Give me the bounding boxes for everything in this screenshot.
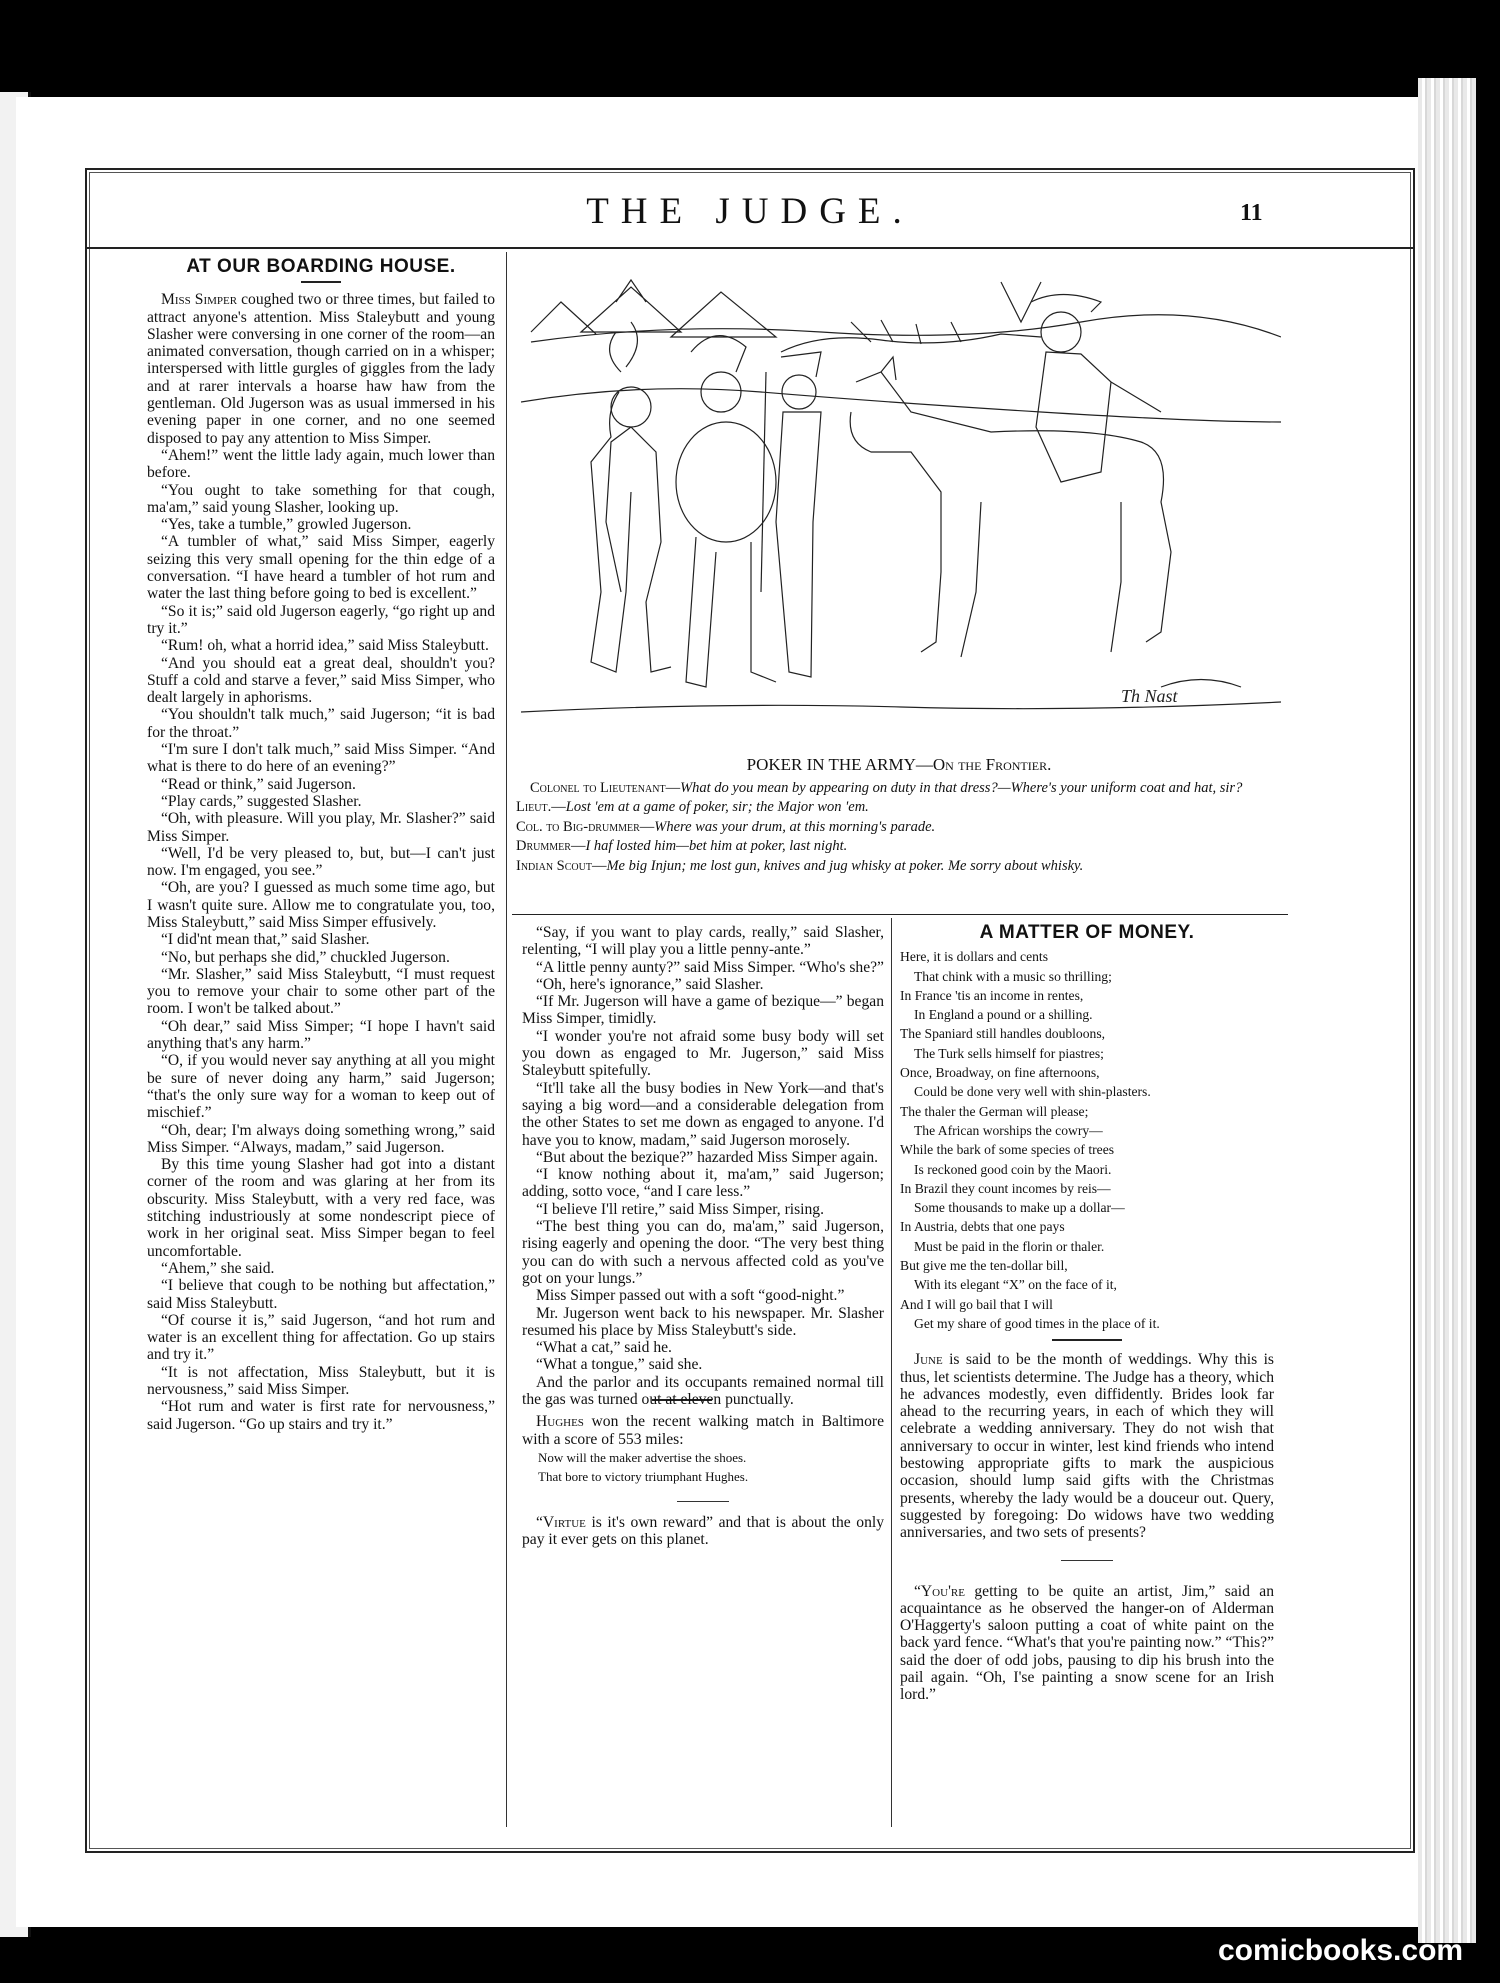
poem-line: But give me the ten-dollar bill, [900, 1258, 1068, 1274]
cartoon-illustration [521, 262, 1281, 732]
horizon-line [531, 315, 1281, 342]
distant-soldiers [781, 334, 1041, 352]
dash: — [665, 779, 681, 796]
poem-line: While the bark of some species of trees [900, 1142, 1115, 1158]
page-stack-edge [1418, 78, 1476, 1943]
paragraph: Miss Simper coughed two or three times, but failed to attract anyone's attention. Miss Staleybutt and young Slasher were conversing in one corner of the room—an animated conversation, though carried on in a whisper; interspersed with little gurgles of giggles from the lady and at rarer intervals a hoarse haw haw from the gentleman. Old Jugerson was as usual immersed in his evening paper in one corner, and no one seemed disposed to pay any attention to Miss Simper. [147, 291, 495, 447]
poem-line: Must be paid in the florin or thaler. [914, 1238, 1105, 1254]
speaker: Lieut. [516, 799, 552, 816]
paragraph: “I'm sure I don't talk much,” said Miss Simper. “And what is there to do here of an evening?” [147, 741, 495, 776]
paragraph: “But about the bezique?” hazarded Miss Simper again. [536, 1148, 879, 1166]
dialogue-line [516, 798, 1282, 818]
poem-line: Some thousands to make up a dollar— [914, 1200, 1125, 1216]
dialogue-line [516, 818, 1282, 838]
dash: — [570, 838, 586, 855]
poem-line: The African worships the cowry— [914, 1122, 1103, 1138]
paragraph: “Read or think,” said Jugerson. [161, 775, 356, 793]
paragraph: “I believe I'll retire,” said Miss Simper, rising. [536, 1200, 824, 1218]
speaker: Col. to Big-drummer [516, 818, 640, 835]
line: What do you mean by appearing on duty in that dress?—Where's your uniform coat and hat, sir? [680, 779, 1243, 796]
paragraph: And the parlor and its occupants remained normal till the gas was turned out at eleven punctually. [522, 1373, 884, 1409]
paragraph: “What a tongue,” said she. [536, 1356, 703, 1374]
paragraph: Miss Simper passed out with a soft “good-night.” [536, 1287, 845, 1305]
watermark: comicbooks.com [1218, 1934, 1464, 1967]
speaker: Drummer [516, 838, 571, 855]
poem-line: The Turk sells himself for piastres; [914, 1045, 1104, 1061]
cartoon-bottom-rule [512, 914, 1288, 915]
masthead-title: THE JUDGE. [586, 191, 914, 232]
boarding-house-text [147, 291, 495, 1433]
paragraph: “It'll take all the busy bodies in New York—and that's saying a big word—and a considerable delegation from the other States to set me down as engaged to anyone. I'd have you to know, madam,” said Jugerson morosely. [522, 1079, 884, 1149]
paragraph: “Play cards,” suggested Slasher. [161, 792, 362, 810]
cartoon-title: POKER IN THE ARMY—On the Frontier. [746, 755, 1052, 774]
paragraph: “I believe that cough to be nothing but affectation,” said Miss Staleybutt. [147, 1277, 495, 1312]
indian-scout-figure [591, 322, 671, 672]
paragraph: “A tumbler of what,” said Miss Simper, eagerly seizing this very small opening for the thin edge of a conversation. “I have heard a tumbler of hot rum and water the last thing before going to bed is excellent.” [147, 533, 495, 603]
paragraph: “Oh, dear; I'm always doing something wrong,” said Miss Simper. “Always, madam,” said Jugerson. [147, 1121, 495, 1156]
paragraph: “No, but perhaps she did,” chuckled Jugerson. [161, 948, 450, 966]
paragraph: “A little penny aunty?” said Miss Simper. “Who's she?” [536, 958, 884, 976]
paragraph: “Ahem,” she said. [161, 1259, 275, 1277]
poem-line: The Spaniard still handles doubloons, [900, 1026, 1106, 1042]
poem-line: And I will go bail that I will [900, 1296, 1053, 1312]
paragraph: “Oh, here's ignorance,” said Slasher. [536, 975, 764, 993]
paragraph: “If Mr. Jugerson will have a game of bezique—” began Miss Simper, timidly. [522, 993, 884, 1028]
speaker: Colonel to Lieutenant [530, 779, 666, 796]
line: I haf losted him—bet him at poker, last night. [585, 838, 848, 855]
section-rule [1052, 1339, 1122, 1341]
dash: — [639, 818, 655, 835]
colonel-on-horse [850, 295, 1171, 658]
paragraph: “Mr. Slasher,” said Miss Staleybutt, “I must request you to remove your chair to some other part of the room. I won't be talked about.” [147, 965, 495, 1018]
june-item: June is said to be the month of weddings. Why this is thus, let scientists determine. The Judge has a theory, which he advances modestly, even diffidently. Brides look far ahead to the recurring years, in each of which they will celebrate a wedding anniversary. They do not wish that anniversary to occur in winter, lest kind friends who intend bestowing appropriate gifts to mark the auspicious occasion, should lump said gifts with the Christmas presents, whereby the lady would be a douceur out. Query, suggested by foregoing: Do widows have two wedding anniversaries, and two sets of presents? [900, 1351, 1274, 1542]
poem-line: With its elegant “X” on the face of it, [914, 1277, 1117, 1293]
boarding-house-column [147, 258, 495, 1433]
boarding-house-continued [522, 924, 884, 1408]
paragraph: “Well, I'd be very pleased to, but, but—I can't just now. I'm engaged, you see.” [147, 844, 495, 880]
artist-item: “You're getting to be quite an artist, Jim,” said an acquaintance as he observed the hanger-on of Alderman O'Haggerty's saloon putting a coat of white paint on the back yard fence. “What's that you're painting now.” “This?” said the doer of odd jobs, pausing to dip his brush into the pail again. “Oh, I'se painting a snow scene for an Irish lord.” [900, 1582, 1274, 1704]
paragraph: “So it is;” said old Jugerson eagerly, “go right up and try it.” [147, 602, 495, 637]
paragraph: “I did'nt mean that,” said Slasher. [161, 931, 370, 949]
paragraph: “Oh dear,” said Miss Simper; “I hope I havn't said anything that's any harm.” [147, 1017, 495, 1053]
boarding-house-heading: AT OUR BOARDING HOUSE. [186, 256, 456, 277]
lead-name: Miss Simper [161, 291, 238, 309]
hughes-item: Hughes won the recent walking match in Baltimore with a score of 553 miles: [522, 1413, 884, 1448]
ridge-line [521, 389, 1281, 422]
paragraph: “Yes, take a tumble,” growled Jugerson. [161, 516, 412, 534]
tent-icon [581, 280, 681, 332]
tent-icon [671, 292, 776, 337]
section-rule [677, 1501, 729, 1502]
money-column [900, 924, 1274, 1704]
paragraph: “I know nothing about it, ma'am,” said Jugerson; adding, sotto voce, “and I care less.” [522, 1166, 884, 1201]
poem-line: In England a pound or a shilling. [914, 1007, 1093, 1023]
paragraph: “You shouldn't talk much,” said Jugerson; “it is bad for the throat.” [147, 706, 495, 741]
cartoon-caption [516, 755, 1282, 877]
cartoon-dialogue [516, 779, 1282, 877]
column-divider-1 [506, 252, 507, 1827]
poem-line: That chink with a music so thrilling; [914, 968, 1112, 984]
poem-line: In Brazil they count incomes by reis— [900, 1180, 1111, 1196]
dialogue-line [516, 779, 1282, 799]
paragraph: “O, if you would never say anything at all you might be sure of never doing any harm,” said Jugerson; “that's the only sure way for a woman to keep out of mischief.” [147, 1052, 495, 1122]
lieutenant-figure [761, 352, 821, 677]
paragraph: “What a cat,” said he. [536, 1339, 672, 1357]
heading-rule [301, 281, 341, 283]
paragraph: Mr. Jugerson went back to his newspaper. Mr. Slasher resumed his place by Miss Staleybutt's side. [522, 1304, 884, 1339]
poem-line: Could be done very well with shin-plasters. [914, 1084, 1151, 1100]
paragraph: “Ahem!” went the little lady again, much lower than before. [147, 446, 495, 482]
paragraph: “Oh, with pleasure. Will you play, Mr. Slasher?” said Miss Simper. [147, 810, 495, 845]
poem-line: The thaler the German will please; [900, 1103, 1089, 1119]
continued-column [522, 924, 884, 1548]
paragraph: “Of course it is,” said Jugerson, “and hot rum and water is an excellent thing for affectation. Go up stairs and try it.” [147, 1311, 495, 1364]
line: Lost 'em at a game of poker, sir; the Major won 'em. [565, 799, 869, 816]
money-heading: A MATTER OF MONEY. [979, 922, 1195, 943]
poem-line: Is reckoned good coin by the Maori. [914, 1161, 1112, 1177]
paragraph: “I wonder you're not afraid some busy body will set you down as engaged to Mr. Jugerson,” said Miss Staleybutt spitefully. [522, 1027, 884, 1080]
artist-signature: Th Nast [1121, 686, 1178, 706]
paragraph: By this time young Slasher had got into a distant corner of the room and was glaring at her from its obscurity. Miss Staleybutt, with a very red face, was stitching industriously at some nondescript piece of work in her original seat. Miss Simper began to feel uncomfortable. [147, 1156, 495, 1260]
page-number: 11 [1240, 200, 1263, 226]
poem-line: In Austria, debts that one pays [900, 1219, 1065, 1235]
dialogue-line [516, 837, 1282, 857]
dialogue-line [516, 857, 1282, 877]
poem-line: Get my share of good times in the place of it. [914, 1315, 1160, 1331]
paragraph: “And you should eat a great deal, shouldn't you? Stuff a cold and starve a fever,” said Miss Simper, who dealt largely in aphorisms. [147, 654, 495, 707]
paragraph: “Say, if you want to play cards, really,” said Slasher, relenting, “I will play you a little penny-ante.” [522, 924, 884, 959]
poem-line: Once, Broadway, on fine afternoons, [900, 1065, 1100, 1081]
column-divider-2 [891, 918, 892, 1827]
dash: — [551, 799, 566, 816]
paragraph: “Rum! oh, what a horrid idea,” said Miss Staleybutt. [161, 637, 489, 655]
line: Where was your drum, at this morning's parade. [654, 818, 936, 835]
money-poem [900, 947, 1274, 1333]
poem-line: In France 'tis an income in rentes, [900, 987, 1084, 1003]
line: Me big Injun; me lost gun, knives and jug whisky at poker. Me sorry about whisky. [606, 857, 1084, 874]
dash: — [591, 857, 607, 874]
paragraph: “The best thing you can do, ma'am,” said Jugerson, rising eagerly and opening the door. “The very best thing you can do with such a nervous affected cold as you've got on your lungs.” [522, 1218, 884, 1287]
poem-line: Here, it is dollars and cents [900, 949, 1048, 965]
hughes-verse: Now will the maker advertise the shoes. That bore to victory triumphant Hughes. [538, 1449, 749, 1485]
section-rule [1061, 1560, 1113, 1561]
speaker: Indian Scout [516, 857, 592, 874]
tent-icon [531, 302, 596, 334]
virtue-item: “Virtue is it's own reward” and that is about the only pay it ever gets on this planet. [522, 1513, 884, 1548]
paragraph: “It is not affectation, Miss Staleybutt, but it is nervousness,” said Miss Simper. [147, 1363, 495, 1398]
masthead-rule [87, 247, 1413, 249]
paragraph: “Oh, are you? I guessed as much some time ago, but I wasn't quite sure. Allow me to congratulate you, too, Miss Staleybutt,” said Miss Simper effusively. [147, 879, 495, 931]
paragraph: “You ought to take something for that cough, ma'am,” said young Slasher, looking up. [147, 481, 495, 516]
paragraph: “Hot rum and water is first rate for nervousness,” said Jugerson. “Go up stairs and try it.” [147, 1398, 495, 1433]
